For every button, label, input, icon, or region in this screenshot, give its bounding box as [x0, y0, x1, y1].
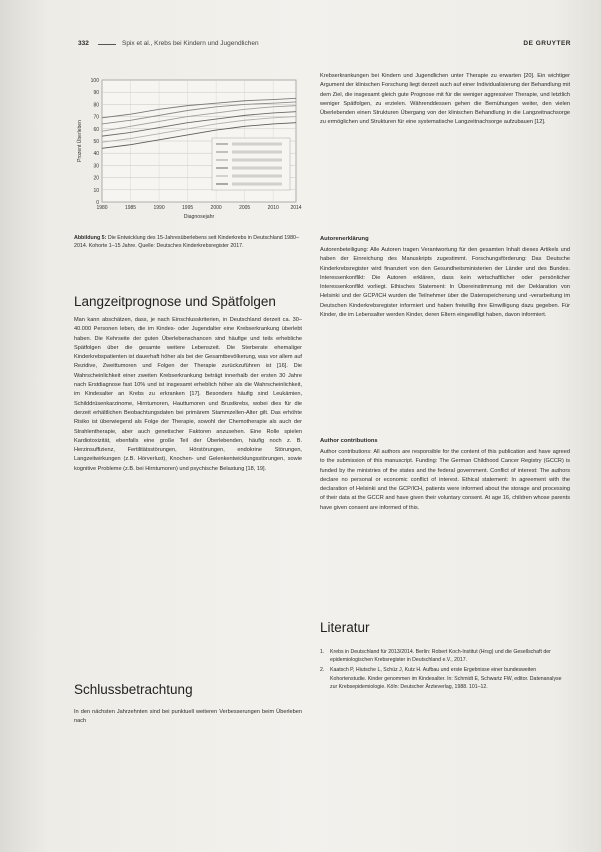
legend-entry-placeholder [232, 167, 282, 170]
y-tick-label: 80 [93, 102, 99, 109]
reference-text: Krebs in Deutschland für 2013/2014. Berlin: Robert Koch-Institut (Hrsg) und die Gesellschaft der epidemiologischen Krebsregister in Deutschland e.V., 2017. [330, 649, 551, 664]
y-tick-label: 50 [93, 139, 99, 145]
x-axis-label: Diagnosejahr [183, 214, 215, 220]
y-tick-label: 10 [93, 187, 99, 194]
reference-list [320, 648, 570, 693]
para-contrib [320, 448, 570, 513]
legend-entry-placeholder [232, 183, 282, 186]
survival-chart [74, 74, 304, 224]
y-tick-label: 90 [93, 90, 99, 97]
para-longterm-text: Man kann abschätzen, dass, je nach Einschlusskriterien, in Deutschland derzeit ca. 30–40.000 Personen leben, die im Kindes- oder Jugendalter eine Krebserkrankung überlebt haben. Die Kehrseite der guten Überlebenschancen sind häufige und teils erhebliche Spätfolgen über die gesamte weitere Lebenszeit. Die Sterberate ehemaliger Kinderkrebspatienten ist dauerhaft höher als bei der Gesamtbevölkerung, was vor allem auf Rezidive, Zweittumoren und Folgen der Therapie zurückzuführen ist [16]. Die Wahrscheinlichkeit einer zweiten Krebserkrankung beträgt innerhalb der ersten 30 Jahre nach Erstdiagnose fast 10% und ist insgesamt erheblich höher als die Wahrscheinlichkeit, im Kindesalter an Krebs zu erkranken [17]. Besonders häufig sind Leukämien, Schilddrüsenkarzinome, Hirntumoren, Hauttumoren und Brustkrebs, wobei dies für die derzeit erhältlichen Beobachtungsdaten bei primärem Stammzellen-Alter gilt. Das erhöhte Risiko ist überwiegend als Folge der Therapie, sowohl der Chemotherapie als auch der Strahlentherapie, aber auch genetischer Faktoren anzusehen. Eine Rolle spielen Kardiotoxizität, ebenfalls eine große Teil der Überlebenden, häufig noch z. B. Herzinsuffizienz, Fertilitätsstörungen, Hörstörungen, endokrine Störungen, Langzeitwirkungen (z.B. Hörverlust), Knochen- und Gelenkentwicklungsstörungen, sowie kognitive Probleme (z.B. bei Hirntumoren) und psychische Belastung [18, 19]. [74, 317, 302, 472]
legend-entry-placeholder [232, 159, 282, 162]
x-tick-label: 1985 [124, 205, 137, 211]
chart-svg [74, 74, 304, 224]
y-tick-label: 0 [96, 200, 99, 206]
para-author-note-text: Autorenbeteiligung: Alle Autoren tragen Verantwortung für den gesamten Inhalt dieses Artikels und haben der Einreichung des Manuskripts zugestimmt. Forschungsförderung: Das Deutsche Kinderkrebsregister wird finanziert von den Gesundheitsministerien der Länder und des Bundes. Interessenkonflikt: Die Autoren erklären, dass kein wirtschaftlicher oder persönlicher Interessenkonflikt vorliegt. Ethisches Statement: In Übereinstimmung mit der Deklaration von Helsinki und der GCP/ICH wurden die Teilnehmer über die Datenspeicherung und -verarbeitung im Deutschen Kinderkrebsregister informiert und haben freiwillig ihre Einwilligung dazu gegeben. Für Kinder, die im Lebensalter werden Kinder, deren Eltern eingewilligt haben, davon informiert. [320, 247, 570, 319]
para-contrib-text: Author contributions: All authors are responsible for the content of this publication and have agreed to the submission of this manuscript. Funding: The German Childhood Cancer Registry (GCCR) is funded by the ministries of the states and the federal government. Conflict of interest: The authors declare no personal or economic conflict of interest. Ethical statement: In agreement with the declaration of Helsinki and the GCP/ICH, patients were informed about the storage and processing of their data at the GCCR and have given their voluntary consent. At age 16, children whose parents have given consent are informed of this. [320, 449, 570, 511]
caption-text: Die Entwicklung des 15-Jahresüberlebens seit Kinderkrebs in Deutschland 1980–2014. Kohorte 1–15 Jahre. Quelle: Deutsches Kinderkrebsregister 2017. [74, 235, 299, 250]
page-number: 332 [78, 40, 89, 47]
running-header [78, 40, 571, 52]
publisher-logo: DE GRUYTER [523, 40, 571, 47]
para-conclusion [74, 708, 302, 727]
reference-number: 2. [320, 667, 325, 674]
y-tick-label: 100 [90, 78, 99, 84]
heading-contrib: Author contributions [320, 438, 378, 444]
y-tick-label: 60 [93, 126, 99, 133]
x-tick-label: 2010 [267, 205, 279, 211]
legend-entry-placeholder [232, 175, 282, 178]
legend-entry-placeholder [232, 143, 282, 146]
x-tick-label: 1990 [153, 205, 165, 211]
legend-box [212, 138, 290, 190]
y-tick-label: 30 [93, 163, 99, 170]
x-tick-label: 1980 [96, 205, 108, 211]
heading-literature: Literatur [320, 620, 370, 635]
para-right-top-text: Krebserkrankungen bei Kindern und Jugendlichen unter Therapie zu erwarten [20]. Ein wichtiger Argument der klinischen Forschung liegt derzeit auch auf einer Individualisierung der Behandlung mit dem Ziel, die insgesamt gleich gute Prognose mit für die weniger aggressiver Therapie, und letztlich weniger Spätfolgen, zu erzielen. Währenddessen gehen die Bemühungen weiter, den vielen Überlebenden einen Strukturen Übergang von der klinischen Behandlung in die Langzeitnachsorge zu ermöglichen und Strukturen für eine systematische Langzeitnachsorge aufzubauen [12]. [320, 73, 570, 126]
para-right-top [320, 72, 570, 128]
figure-caption [74, 234, 302, 251]
reference-item [320, 648, 570, 664]
para-author-note [320, 246, 570, 320]
heading-longterm: Langzeitprognose und Spätfolgen [74, 294, 276, 309]
x-tick-label: 1995 [182, 205, 194, 211]
heading-conclusion: Schlussbetrachtung [74, 682, 193, 697]
x-tick-label: 2000 [210, 205, 222, 211]
reference-number: 1. [320, 649, 325, 655]
reference-item [320, 666, 570, 691]
reference-text: Kaatsch P, Hiutsche L, Schüz J, Kutz H. Aufbau und erste Ergebnisse einer bundesweiten Kohortenstudie. Kinder genommen im Kindesalter. In: Schmidt E, Schwartz FW, editor. Datenanalyse zur Krebsepidemiologie. Köln: Deutscher Ärzteverlag, 1988. 101–12. [330, 667, 562, 690]
y-tick-label: 40 [93, 151, 99, 158]
y-tick-label: 20 [93, 175, 99, 182]
y-tick-label: 70 [93, 114, 99, 121]
caption-label: Abbildung 5: [74, 235, 107, 241]
running-title: Spix et al., Krebs bei Kindern und Jugendlichen [122, 40, 259, 47]
para-conclusion-text: In den nächsten Jahrzehnten sind bei punktuell weiteren Verbesserungen beim Überleben nach [74, 709, 302, 725]
legend-entry-placeholder [232, 151, 282, 154]
x-tick-label: 2005 [239, 205, 251, 211]
y-axis-label: Prozent Überleben [77, 120, 83, 162]
para-longterm [74, 316, 302, 474]
header-rule [98, 44, 116, 45]
x-tick-label: 2014 [290, 205, 302, 211]
heading-author-note: Autorenerklärung [320, 236, 369, 242]
